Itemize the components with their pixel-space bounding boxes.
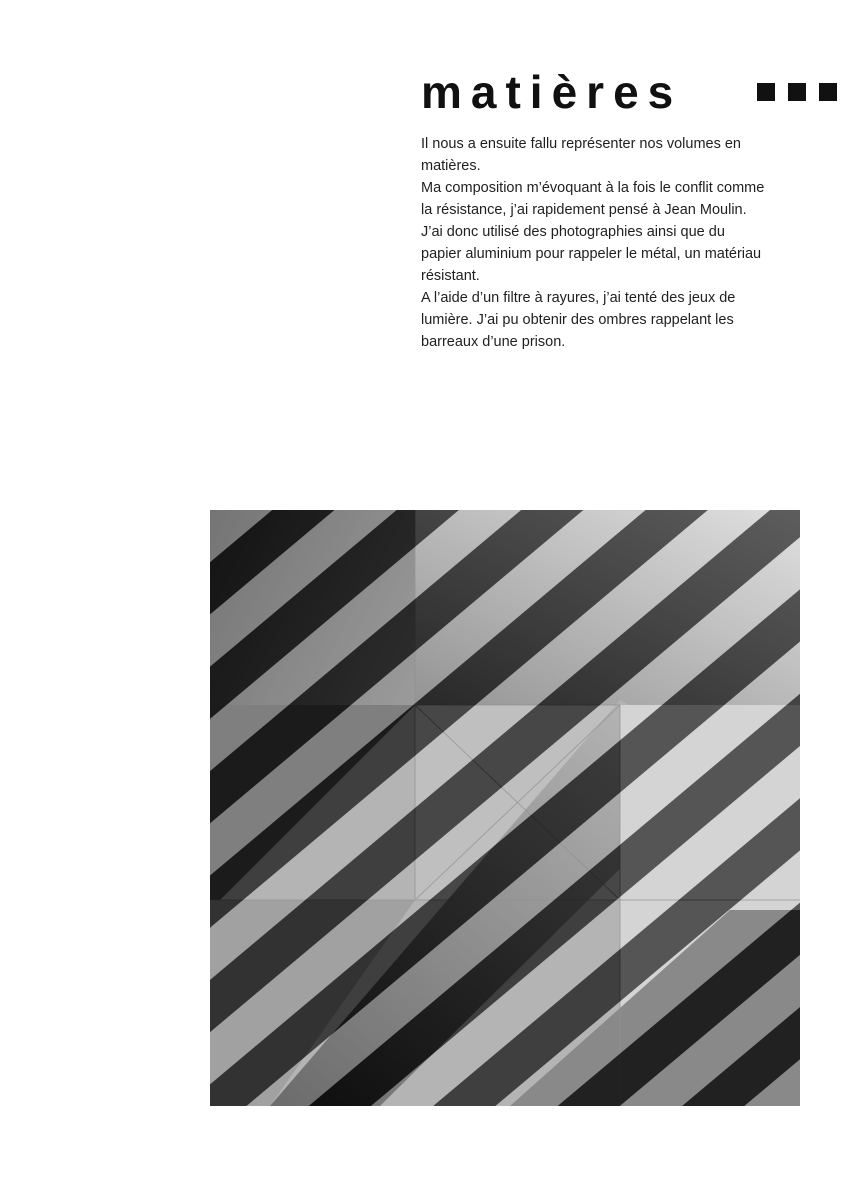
square-icon bbox=[757, 83, 775, 101]
page-title: matières bbox=[421, 66, 683, 118]
paragraph: A l’aide d’un filtre à rayures, j’ai tenté des jeux de lumière. J’ai pu obtenir des ombres rappelant les barreaux d’une prison. bbox=[421, 290, 736, 350]
photo-collage bbox=[210, 510, 800, 1106]
paragraph: Il nous a ensuite fallu représenter nos volumes en matières. bbox=[421, 136, 741, 174]
square-icon bbox=[819, 83, 837, 101]
body-text bbox=[421, 133, 766, 353]
decorative-squares bbox=[757, 83, 837, 101]
square-icon bbox=[788, 83, 806, 101]
paragraph: Ma composition m’évoquant à la fois le conflit comme la résistance, j’ai rapidement pensé à Jean Moulin. J’ai donc utilisé des photographies ainsi que du papier aluminium pour rappeler le métal, un matériau résistant. bbox=[421, 180, 765, 284]
photo-collage-icon bbox=[210, 510, 800, 1106]
